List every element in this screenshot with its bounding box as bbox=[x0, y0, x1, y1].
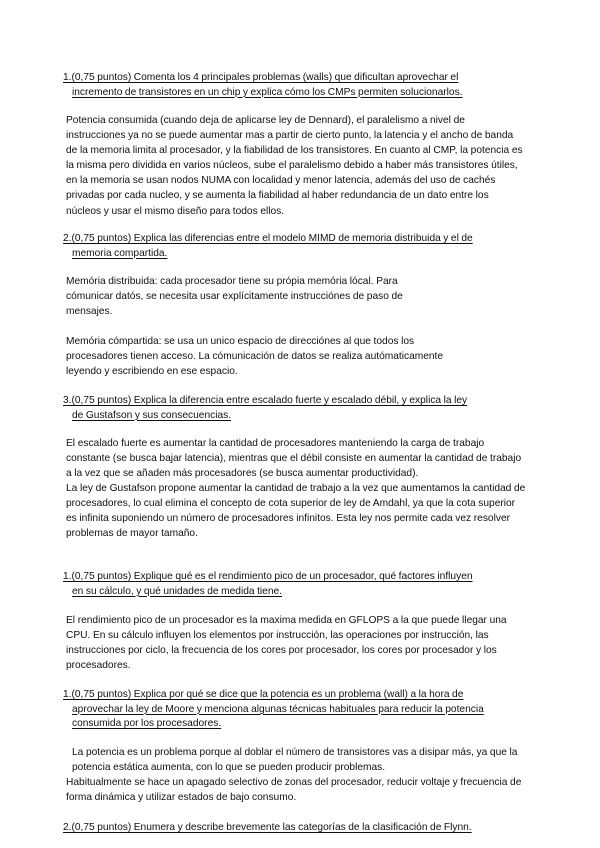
question-line: 3.(0,75 puntos) Explica la diferencia entre escalado fuerte y escalado débil, y explica la ley bbox=[63, 395, 468, 406]
answer-paragraph: Memória distribuida: cada procesador tiene su própia memória lócal. Para cómunicar datós, se necesita usar explícitamente instrucciónes de paso de mensajes. bbox=[66, 276, 403, 318]
question-6 bbox=[0, 821, 600, 836]
answer-text bbox=[0, 334, 446, 379]
answer-paragraph: La potencia es un problema porque al doblar el número de transistores vas a disipar más, ya que la potencia estática aumenta, con lo que se pueden producir problemas. bbox=[72, 747, 518, 774]
question-1 bbox=[0, 71, 600, 100]
answer-text bbox=[0, 613, 526, 673]
question-text bbox=[0, 71, 518, 100]
question-line: memoria compartida. bbox=[72, 247, 168, 259]
answer-4 bbox=[0, 613, 600, 673]
answer-paragraph: El escalado fuerte es aumentar la cantidad de procesadores manteniendo la carga de trabajo constante (se busca bajar latencia), mientras que el débil consiste en aumentar la cantidad de trabajo a la vez que se añaden más procesadores (se busca aumentar productividad). bbox=[66, 438, 522, 479]
answer-2b bbox=[0, 334, 600, 379]
question-4 bbox=[0, 570, 600, 599]
question-text bbox=[0, 688, 518, 732]
question-text bbox=[0, 821, 518, 836]
question-line: 2.(0,75 puntos) Enumera y describe brevemente las categorías de la clasificación de Flynn. bbox=[63, 822, 472, 833]
question-text bbox=[0, 570, 518, 599]
answer-text bbox=[0, 113, 526, 219]
question-line: aprovechar la ley de Moore y menciona algunas técnicas habituales para reducir la potencia bbox=[72, 703, 484, 715]
question-line: de Gustafson y sus consecuencias. bbox=[72, 409, 232, 421]
question-text bbox=[0, 232, 518, 261]
answer-paragraph: Habitualmente se hace un apagado selectivo de zonas del procesador, reducir voltaje y frecuencia de forma dinámica y utilizar estados de bajo consumo. bbox=[66, 777, 522, 804]
question-line: 2.(0,75 puntos) Explica las diferencias entre el modelo MIMD de memoria distribuida y el de bbox=[63, 233, 473, 244]
answer-paragraph: Memória cómpartida: se usa un unico espacio de direcciónes al que todos los procesadores tienen acceso. La cómunicación de datos se realiza autómaticamente leyendo y escribiendo en ese espacio. bbox=[66, 336, 444, 378]
answer-2a bbox=[0, 274, 600, 319]
answer-paragraph: El rendimiento pico de un procesador es la maxima medida en GFLOPS a la que puede llegar una CPU. En su cálculo influyen los elementos por instrucción, las operaciones por instrucción, las instrucciones por ciclo, la frecuencia de los cores por procesador, los cores por procesador y los procesadores. bbox=[66, 615, 507, 672]
answer-text bbox=[0, 436, 526, 541]
question-3 bbox=[0, 394, 600, 423]
answer-text bbox=[0, 745, 526, 805]
question-2 bbox=[0, 232, 600, 261]
question-line: en su cálculo, y qué unidades de medida tiene. bbox=[72, 585, 282, 597]
answer-1 bbox=[0, 113, 600, 219]
question-line: 1.(0,75 puntos) Explica por qué se dice que la potencia es un problema (wall) a la hora de bbox=[63, 689, 464, 700]
question-5 bbox=[0, 688, 600, 732]
answer-paragraph: Potencia consumida (cuando deja de aplicarse ley de Dennard), el paralelismo a nivel de instrucciones ya no se puede aumentar mas a partir de cierto punto, la latencia y el ancho de banda de la memoria limita al procesador, y la fiabilidad de los transistores. En cuanto al CMP, la potencia es la misma pero dividida en varios núcleos, sube el paralelismo debido a haber más transistores útiles, en la memoria se usan nodos NUMA con localidad y menor latencia, además del uso de cachés privadas por cada nucleo, y se aumenta la fiabilidad al haber redundancia de un dato entre los núcleos y usar el mismo diseño para todos ellos. bbox=[66, 115, 523, 217]
question-line: consumida por los procesadores. bbox=[72, 718, 222, 730]
question-text bbox=[0, 394, 518, 423]
question-line: 1.(0,75 puntos) Comenta los 4 principales problemas (walls) que dificultan aprovechar el bbox=[63, 72, 459, 83]
answer-5 bbox=[0, 745, 600, 805]
answer-paragraph: La ley de Gustafson propone aumentar la cantidad de trabajo a la vez que aumentamos la cantidad de procesadores, lo cual elimina el concepto de cota superior de ley de Amdahl, ya que la cota superior es infinita suponiendo un número de procesadores infinitos. Esta ley nos permite cada vez resolver problemas de mayor tamaño. bbox=[66, 483, 526, 539]
answer-3 bbox=[0, 436, 600, 541]
answer-text bbox=[0, 274, 446, 319]
question-line: incremento de transistores en un chip y explica cómo los CMPs permiten solucionarlos. bbox=[72, 86, 463, 98]
question-line: 1.(0,75 puntos) Explique qué es el rendimiento pico de un procesador, qué factores influyen bbox=[63, 571, 473, 582]
